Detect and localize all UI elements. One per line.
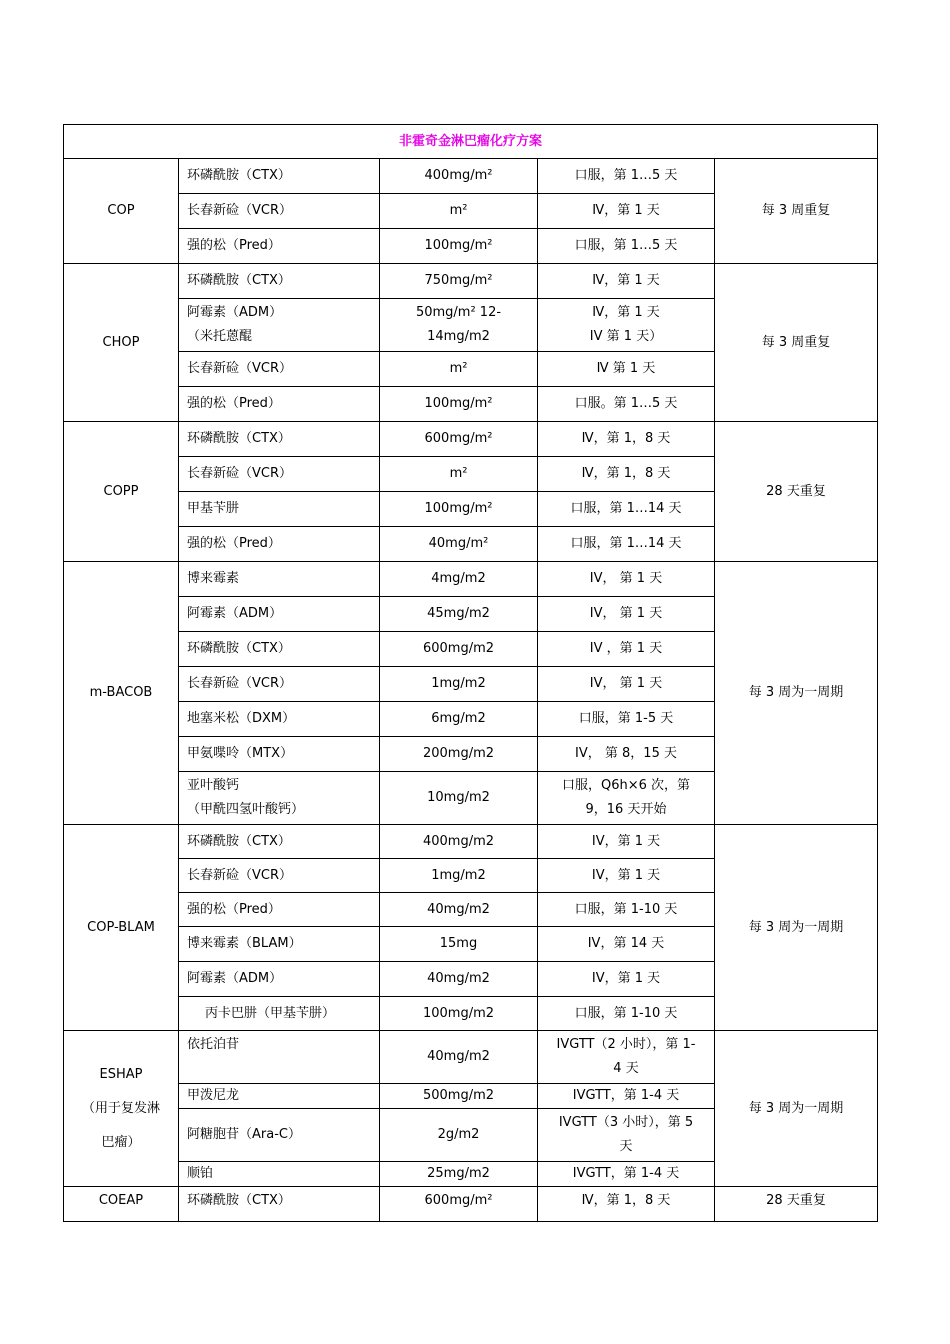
route-line: 4 天: [613, 1061, 639, 1076]
dose-cell: 15mg: [380, 927, 538, 962]
drug-cell: 博来霉素: [179, 562, 380, 597]
cycle-cell: 28 天重复: [715, 422, 878, 562]
dose-cell: 200mg/m2: [380, 737, 538, 772]
regimen-name: COP: [64, 159, 179, 264]
route-cell: IV，第 14 天: [538, 927, 715, 962]
drug-cell: 环磷酰胺（CTX）: [179, 632, 380, 667]
drug-cell: 甲基苄肼: [179, 492, 380, 527]
dose-cell: 50mg/m² 12-14mg/m2: [380, 299, 538, 352]
dose-cell: 2g/m2: [380, 1109, 538, 1162]
route-cell: IV ，第 1 天: [538, 632, 715, 667]
drug-cell: [179, 299, 380, 352]
dose-cell: 100mg/m²: [380, 229, 538, 264]
drug-cell: 环磷酰胺（CTX）: [179, 825, 380, 859]
route-line: Ⅳ，第 1 天: [592, 305, 660, 320]
dose-cell: m²: [380, 194, 538, 229]
dose-cell: 600mg/m2: [380, 632, 538, 667]
regimen-name-line: （用于复发淋: [81, 1100, 160, 1116]
dose-cell: 100mg/m2: [380, 997, 538, 1031]
dose-cell: 400mg/m²: [380, 159, 538, 194]
drug-cell: 甲泼尼龙: [179, 1084, 380, 1109]
route-cell: Ⅳ，第 1 天: [538, 264, 715, 299]
route-cell: 口服，第 1-10 天: [538, 893, 715, 927]
dose-cell: 500mg/m2: [380, 1084, 538, 1109]
dose-cell: 1mg/m2: [380, 667, 538, 702]
route-cell: 口服，第 1-10 天: [538, 997, 715, 1031]
route-line: 口服，Q6h×6 次，第: [561, 778, 691, 793]
route-line: IVGTT（3 小时），第 5: [558, 1115, 694, 1130]
route-cell: IV， 第 8，15 天: [538, 737, 715, 772]
drug-cell: 阿糖胞苷（Ara-C）: [179, 1109, 380, 1162]
table-row: [64, 1031, 878, 1084]
drug-cell: 环磷酰胺（CTX）: [179, 264, 380, 299]
drug-cell: 博来霉素（BLAM）: [179, 927, 380, 962]
dose-cell: 25mg/m2: [380, 1162, 538, 1187]
drug-cell: 丙卡巴肼（甲基苄肼）: [179, 997, 380, 1031]
route-cell: IV， 第 1 天: [538, 562, 715, 597]
cycle-cell: 28 天重复: [715, 1187, 878, 1222]
drug-cell: 阿霉素（ADM）: [179, 962, 380, 997]
dose-cell: m²: [380, 352, 538, 387]
dose-cell: 600mg/m²: [380, 1187, 538, 1222]
drug-cell: 长春新硷（VCR）: [179, 667, 380, 702]
route-cell: IV，第 1 天: [538, 962, 715, 997]
drug-cell: [179, 772, 380, 825]
route-cell: IVGTT，第 1-4 天: [538, 1084, 715, 1109]
regimen-table: [63, 124, 878, 1222]
route-line: 9，16 天开始: [585, 802, 667, 817]
drug-cell: 强的松（Pred）: [179, 893, 380, 927]
cycle-cell: 每 3 周为一周期: [715, 562, 878, 825]
drug-cell: 甲氨喋呤（MTX）: [179, 737, 380, 772]
regimen-name: COPP: [64, 422, 179, 562]
drug-cell: 长春新硷（VCR）: [179, 352, 380, 387]
drug-cell: 阿霉素（ADM）: [179, 597, 380, 632]
route-cell: 口服，第 1-5 天: [538, 702, 715, 737]
dose-cell: 1mg/m2: [380, 859, 538, 893]
dose-cell: 4mg/m2: [380, 562, 538, 597]
route-cell: 口服，第 1…5 天: [538, 159, 715, 194]
dose-cell: 40mg/m2: [380, 893, 538, 927]
cycle-cell: 每 3 周为一周期: [715, 825, 878, 1031]
dose-cell: 750mg/m²: [380, 264, 538, 299]
dose-cell: 100mg/m²: [380, 387, 538, 422]
route-cell: [538, 1031, 715, 1084]
route-cell: IV，第 1 天: [538, 825, 715, 859]
regimen-name: COP-BLAM: [64, 825, 179, 1031]
table-row: [64, 159, 878, 194]
dose-cell: 600mg/m²: [380, 422, 538, 457]
dose-cell: 45mg/m2: [380, 597, 538, 632]
route-cell: [538, 299, 715, 352]
dose-cell: m²: [380, 457, 538, 492]
title-row: [64, 125, 878, 159]
dose-cell: 40mg/m2: [380, 1031, 538, 1084]
regimen-name: CHOP: [64, 264, 179, 422]
table-row: [64, 562, 878, 597]
route-cell: Ⅳ，第 1，8 天: [538, 1187, 715, 1222]
route-cell: IVGTT，第 1-4 天: [538, 1162, 715, 1187]
table-row: [64, 422, 878, 457]
drug-cell: 强的松（Pred）: [179, 229, 380, 264]
drug-cell: 强的松（Pred）: [179, 527, 380, 562]
route-cell: [538, 772, 715, 825]
cycle-cell: 每 3 周重复: [715, 264, 878, 422]
drug-cell: 顺铂: [179, 1162, 380, 1187]
drug-cell: 地塞米松（DXM）: [179, 702, 380, 737]
route-line: 天: [619, 1139, 633, 1154]
regimen-name: [64, 1031, 179, 1187]
route-cell: [538, 1109, 715, 1162]
route-cell: Ⅳ 第 1 天: [538, 352, 715, 387]
drug-cell: 环磷酰胺（CTX）: [179, 159, 380, 194]
drug-cell: 长春新硷（VCR）: [179, 859, 380, 893]
dose-cell: 40mg/m²: [380, 527, 538, 562]
cycle-cell: 每 3 周重复: [715, 159, 878, 264]
drug-cell: 长春新硷（VCR）: [179, 194, 380, 229]
dose-cell: 6mg/m2: [380, 702, 538, 737]
table-row: [64, 825, 878, 859]
drug-line: （甲酰四氢叶酸钙）: [187, 802, 305, 817]
drug-line: （米托蒽醌: [187, 329, 253, 344]
drug-line: 亚叶酸钙: [187, 778, 240, 793]
drug-cell: 长春新硷（VCR）: [179, 457, 380, 492]
route-cell: 口服，第 1…5 天: [538, 229, 715, 264]
route-cell: Ⅳ，第 1 天: [538, 194, 715, 229]
drug-cell: 强的松（Pred）: [179, 387, 380, 422]
dose-cell: 100mg/m²: [380, 492, 538, 527]
table-row: [64, 1187, 878, 1222]
regimen-name: COEAP: [64, 1187, 179, 1222]
route-cell: IV， 第 1 天: [538, 667, 715, 702]
route-cell: 口服，第 1…14 天: [538, 492, 715, 527]
table-row: [64, 264, 878, 299]
regimen-name-line: 巴瘤）: [101, 1134, 141, 1150]
route-cell: IV，第 1 天: [538, 859, 715, 893]
route-line: IV 第 1 天）: [589, 329, 663, 344]
route-line: IVGTT（2 小时），第 1-: [556, 1037, 696, 1052]
route-cell: Ⅳ，第 1，8 天: [538, 422, 715, 457]
drug-line: 阿霉素（ADM）: [187, 305, 283, 320]
cycle-cell: 每 3 周为一周期: [715, 1031, 878, 1187]
regimen-name-line: ESHAP: [99, 1066, 143, 1082]
regimen-name: m-BACOB: [64, 562, 179, 825]
drug-cell: 依托泊苷: [179, 1031, 380, 1084]
route-cell: 口服，第 1…14 天: [538, 527, 715, 562]
dose-cell: 400mg/m2: [380, 825, 538, 859]
route-cell: IV， 第 1 天: [538, 597, 715, 632]
drug-cell: 环磷酰胺（CTX）: [179, 422, 380, 457]
route-cell: 口服。第 1…5 天: [538, 387, 715, 422]
dose-cell: 40mg/m2: [380, 962, 538, 997]
drug-cell: 环磷酰胺（CTX）: [179, 1187, 380, 1222]
table-title: 非霍奇金淋巴瘤化疗方案: [64, 125, 878, 159]
route-cell: Ⅳ，第 1，8 天: [538, 457, 715, 492]
dose-cell: 10mg/m2: [380, 772, 538, 825]
